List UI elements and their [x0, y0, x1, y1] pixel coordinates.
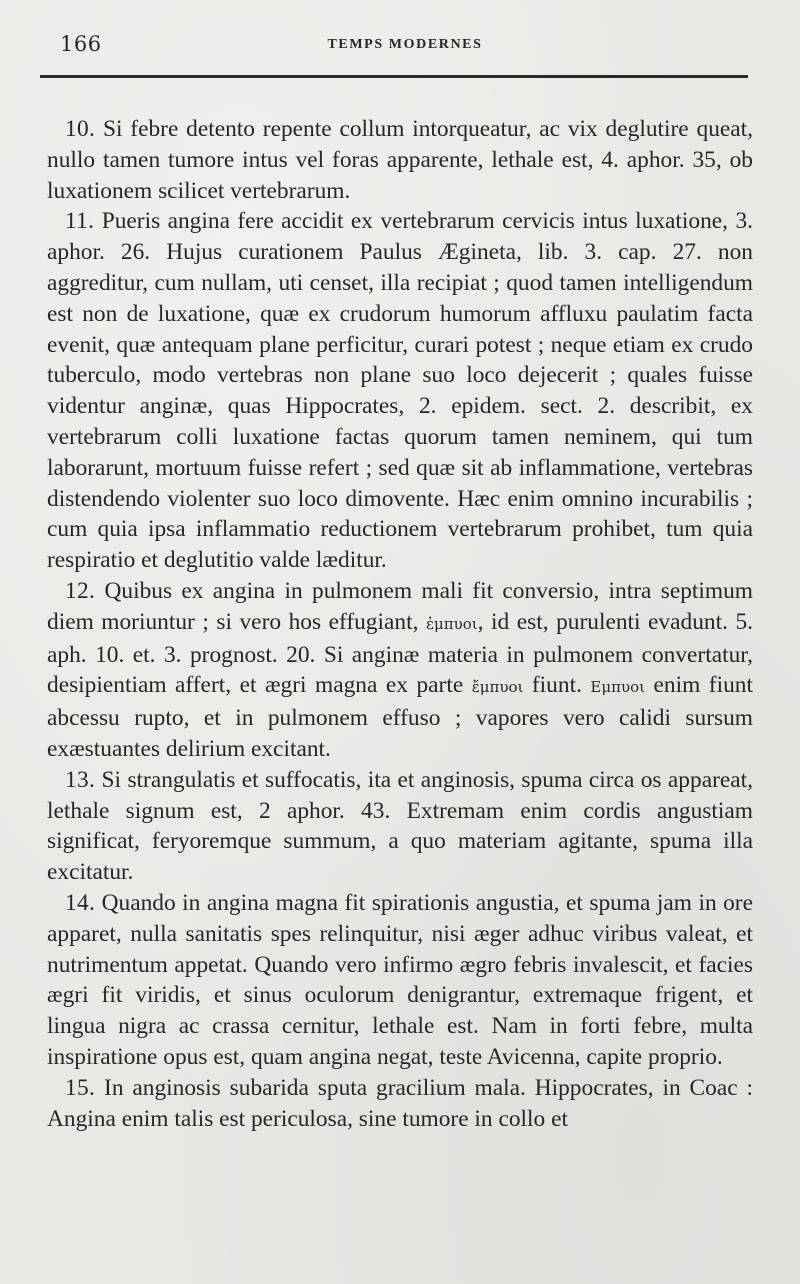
- page-number: 166: [60, 32, 102, 56]
- paragraph-number: 15.: [65, 1074, 96, 1101]
- paragraph-number: 11.: [65, 208, 95, 235]
- running-head: [60, 32, 750, 62]
- paragraph-text: Quibus ex angina in pulmonem mali fit conversio, intra septimum diem moriuntur ; si vero hos effugiant,: [47, 577, 753, 635]
- body-text: [47, 114, 753, 1134]
- paragraph-text: , id est, purulenti evadunt. 5. aph. 10. et. 3. prognost. 20. Si anginæ materia in pulmonem convertatur, desipientiam affert, et ægri magna ex parte: [47, 608, 753, 699]
- paragraph-text: Pueris angina fere accidit ex vertebrarum cervicis intus luxatione, 3. aphor. 26. Hujus curationem Paulus Ægineta, lib. 3. cap. 27. non aggreditur, cum nullam, uti censet, illa recipiat ; quod tamen intelligendum est non de luxatione, quæ ex crudorum humorum affluxu paulatim facta evenit, quæ antequam plane perficitur, curari potest ; neque etiam ex crudo tuberculo, modo vertebras non plane suo loco dejecerit ; quales fuisse videntur anginæ, quas Hippocrates, 2. epidem. sect. 2. describit, ex vertebrarum colli luxatione factas quorum tamen neminem, qui tum laborarunt, mortuum fuisse refert ; sed quæ sit ab inflammatione, vertebras distendendo violenter suo loco dimovente. Hæc enim omnino incurabilis ; cum quia ipsa inflammatio reductionem vertebrarum prohibet, tum quia respiratio et deglutitio valde læditur.: [47, 208, 753, 574]
- greek-word: ἔμπυοι: [471, 678, 524, 697]
- header-rule: [40, 75, 748, 78]
- paragraph-number: 13.: [65, 766, 96, 793]
- greek-word: ἐμπυοι: [425, 614, 478, 633]
- greek-word: Εμπυοι: [590, 678, 646, 697]
- paragraph-10: [47, 114, 753, 206]
- paragraph-15: [47, 1073, 753, 1135]
- paragraph-number: 14.: [65, 889, 96, 916]
- paragraph-number: 12.: [65, 577, 96, 604]
- paragraph-text: Si strangulatis et suffocatis, ita et anginosis, spuma circa os appareat, lethale signum est, 2 aphor. 43. Extremam enim cordis angustiam significat, feryoremque summum, a quo materiam agitante, spuma illa excitatur.: [47, 766, 753, 886]
- paragraph-text: fiunt.: [531, 672, 582, 699]
- paragraph-14: [47, 888, 753, 1073]
- paragraph-number: 10.: [65, 116, 96, 142]
- paragraph-text: In anginosis subarida sputa gracilium mala. Hippocrates, in Coac : Angina enim talis est periculosa, sine tumore in collo et: [47, 1074, 753, 1132]
- paragraph-12: [47, 576, 753, 765]
- paragraph-11: [47, 206, 753, 576]
- paragraph-13: [47, 765, 753, 888]
- paragraph-text: Quando in angina magna fit spirationis angustia, et spuma jam in ore apparet, nulla sanitatis spes relinquitur, nisi æger adhuc viribus valeat, et nutrimentum appetat. Quando vero infirmo ægro febris invalescit, et facies ægri fit viridis, et sinus oculorum denigrantur, extremaque frigent, et lingua nigra ac crassa cernitur, lethale est. Nam in forti febre, multa inspiratione opus est, quam angina negat, teste Avicenna, capite proprio.: [47, 889, 753, 1070]
- paragraph-text: Si febre detento repente collum intorqueatur, ac vix deglutire queat, nullo tamen tumore intus vel foras apparente, lethale est, 4. aphor. 35, ob luxationem scilicet vertebrarum.: [47, 116, 753, 204]
- running-title: TEMPS MODERNES: [327, 37, 483, 52]
- paragraph-text: enim fiunt abcessu rupto, et in pulmonem effuso ; vapores vero calidi sursum exæstuantes delirium excitant.: [47, 672, 753, 762]
